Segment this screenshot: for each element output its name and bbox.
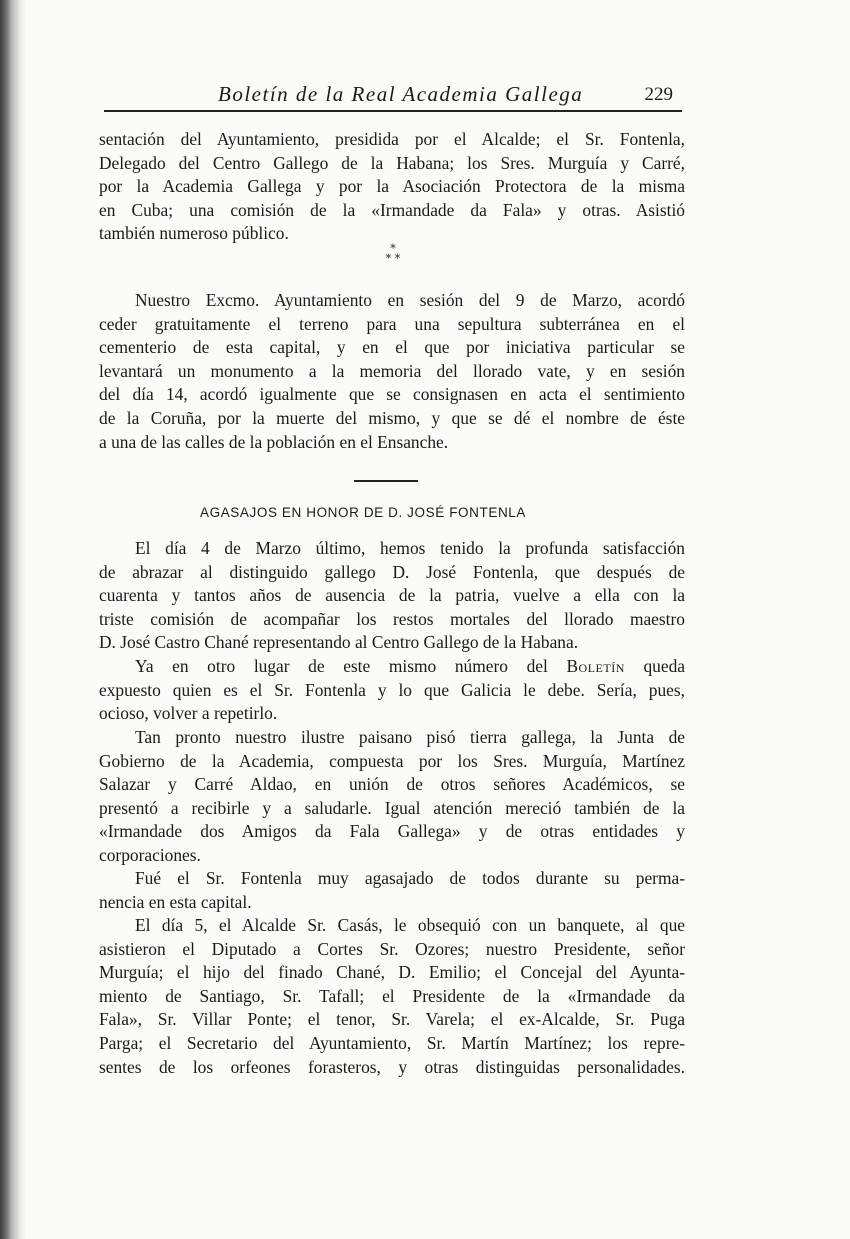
text-line: Fué el Sr. Fontenla muy agasajado de todos durante su perma- [135, 868, 685, 888]
text-line: Gobierno de la Academia, compuesta por los Sres. Murguía, Martínez [99, 750, 685, 771]
text-line: levantará un monumento a la memoria del llorado vate, y en sesión [99, 360, 685, 381]
text-line: también numeroso público. [99, 223, 289, 244]
text-line: ceder gratuitamente el terreno para una sepultura subterránea en el [99, 313, 685, 334]
paragraph-reference [99, 655, 685, 726]
text-line: Delegado del Centro Gallego de la Habana; los Sres. Murguía y Carré, [99, 152, 685, 173]
text-line: cuarenta y tantos años de ausencia de la patria, vuelve a ella con la [99, 585, 685, 606]
text-line: expuesto quien es el Sr. Fontenla y lo que Galicia le debe. Sería, pues, [99, 679, 685, 700]
page-number: 229 [644, 84, 673, 105]
running-header [100, 82, 685, 112]
running-title: Boletín de la Real Academia Gallega [218, 82, 584, 106]
text-line: Tan pronto nuestro ilustre paisano pisó tierra gallega, la Junta de [135, 727, 685, 747]
text-line: ocioso, volver a repetirlo. [99, 703, 278, 724]
text-line: del día 14, acordó igualmente que se consignasen en acta el sentimiento [99, 384, 685, 405]
text-line: Fala», Sr. Villar Ponte; el tenor, Sr. Varela; el ex-Alcalde, Sr. Puga [99, 1009, 685, 1030]
text-line: asistieron el Diputado a Cortes Sr. Ozores; nuestro Presidente, señor [99, 938, 685, 959]
boletin-smallcaps: Boletín [566, 656, 625, 676]
text-line: por la Academia Gallega y por la Asociación Protectora de la misma [99, 176, 685, 197]
asterism-bottom: * * [385, 252, 401, 265]
text-line: nencia en esta capital. [99, 891, 252, 912]
paragraph-reception [99, 726, 685, 868]
text-fragment: queda [624, 656, 686, 676]
paragraph-arrival [99, 537, 685, 655]
text-line: de la Coruña, por la muerte del mismo, y que se dé el nombre de éste [99, 407, 685, 428]
text-line: Parga; el Secretario del Ayuntamiento, Sr. Martín Martínez; los repre- [99, 1032, 685, 1053]
text-line: «Irmandade dos Amigos da Fala Gallega» y de otras entidades y [99, 821, 685, 842]
text-line: miento de Santiago, Sr. Tafall; el Presidente de la «Irmandade da [99, 985, 685, 1006]
asterism-separator [373, 244, 413, 274]
text-line: de abrazar al distinguido gallego D. José Fontenla, que después de [99, 561, 685, 582]
section-heading: AGASAJOS EN HONOR DE D. JOSÉ FONTENLA [200, 505, 527, 520]
text-line: Salazar y Carré Aldao, en unión de otros señores Académicos, se [99, 774, 685, 795]
text-line: El día 5, el Alcalde Sr. Casás, le obsequió con un banquete, al que [135, 915, 685, 935]
text-line: sentación del Ayuntamiento, presidida por el Alcalde; el Sr. Fontenla, [99, 129, 685, 149]
paragraph-stay [99, 867, 685, 914]
paragraph-banquet [99, 914, 685, 1079]
asterism-top: * [390, 242, 396, 255]
text-line: Nuestro Excmo. Ayuntamiento en sesión del 9 de Marzo, acordó [135, 290, 685, 310]
section-rule [354, 480, 418, 482]
text-fragment: Ya en otro lugar de este mismo número del [135, 656, 567, 676]
ayuntamiento-paragraph [99, 289, 685, 454]
text-line: a una de las calles de la población en el Ensanche. [99, 431, 449, 452]
text-line: en Cuba; una comisión de la «Irmandade da Fala» y otras. Asistió [99, 199, 685, 220]
text-line: Murguía; el hijo del finado Chané, D. Emilio; el Concejal del Ayunta- [99, 962, 685, 983]
text-line: cementerio de esta capital, y en el que por iniciativa particular se [99, 337, 685, 358]
text-line: corporaciones. [99, 844, 201, 865]
text-line: presentó a recibirle y a saludarle. Igual atención mereció también de la [99, 797, 685, 818]
header-rule [104, 110, 682, 112]
text-line: sentes de los orfeones forasteros, y otras distinguidas personalidades. [99, 1056, 685, 1077]
text-line: D. José Castro Chané representando al Centro Gallego de la Habana. [99, 632, 579, 653]
text-line: El día 4 de Marzo último, hemos tenido la profunda satisfacción [135, 538, 685, 558]
text-line [99, 655, 685, 679]
intro-paragraph [99, 128, 685, 246]
text-line: triste comisión de acompañar los restos mortales del llorado maestro [99, 608, 685, 629]
scanned-page-edge [0, 0, 26, 1239]
